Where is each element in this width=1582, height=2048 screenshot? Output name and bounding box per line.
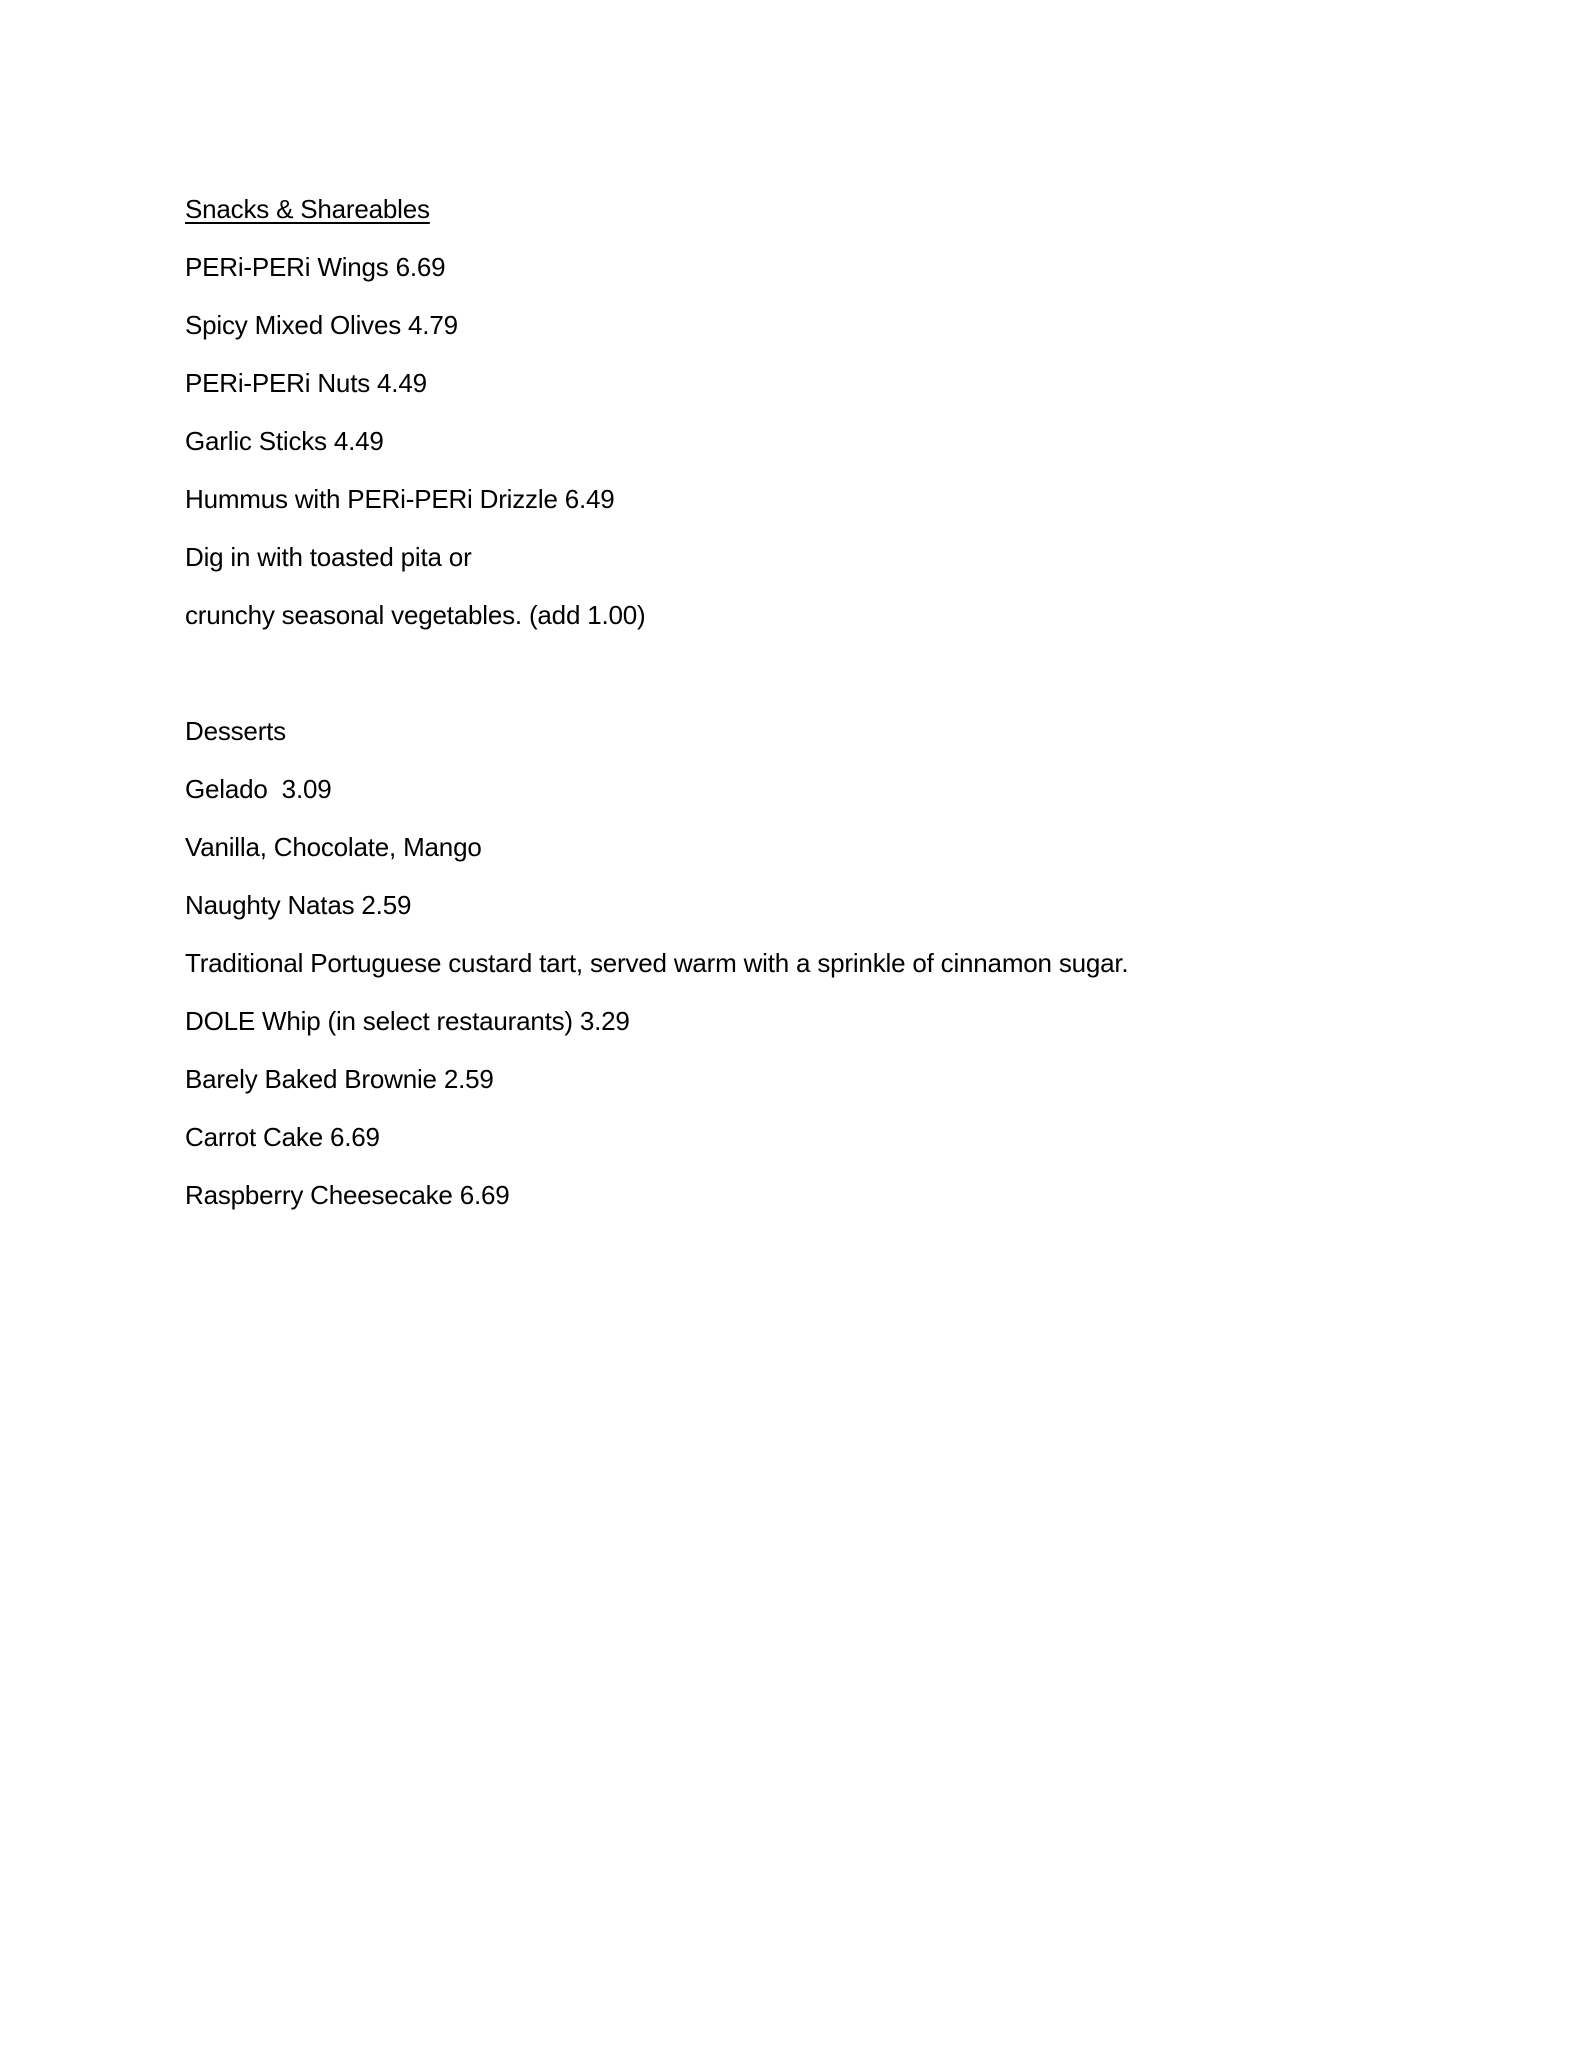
menu-item: Hummus with PERi-PERi Drizzle 6.49 [185,484,615,514]
menu-item-description: crunchy seasonal vegetables. (add 1.00) [185,600,646,630]
menu-item-description: Traditional Portuguese custard tart, served warm with a sprinkle of cinnamon sugar. [185,948,1129,978]
menu-item: DOLE Whip (in select restaurants) 3.29 [185,1006,630,1036]
menu-item: Gelado 3.09 [185,774,332,804]
menu-item: Garlic Sticks 4.49 [185,426,384,456]
menu-content [185,180,1435,1224]
menu-item: Naughty Natas 2.59 [185,890,412,920]
menu-item: PERi-PERi Wings 6.69 [185,252,446,282]
menu-item-description: Vanilla, Chocolate, Mango [185,832,482,862]
menu-item: Carrot Cake 6.69 [185,1122,380,1152]
desserts-section [185,702,1435,1224]
menu-item-description: Dig in with toasted pita or [185,542,472,572]
snacks-heading: Snacks & Shareables [185,194,430,224]
snacks-section [185,180,1435,644]
menu-item: Raspberry Cheesecake 6.69 [185,1180,510,1210]
menu-item: Barely Baked Brownie 2.59 [185,1064,494,1094]
section-spacer [185,644,1435,702]
desserts-heading: Desserts [185,716,286,746]
menu-item: Spicy Mixed Olives 4.79 [185,310,458,340]
menu-item: PERi-PERi Nuts 4.49 [185,368,427,398]
